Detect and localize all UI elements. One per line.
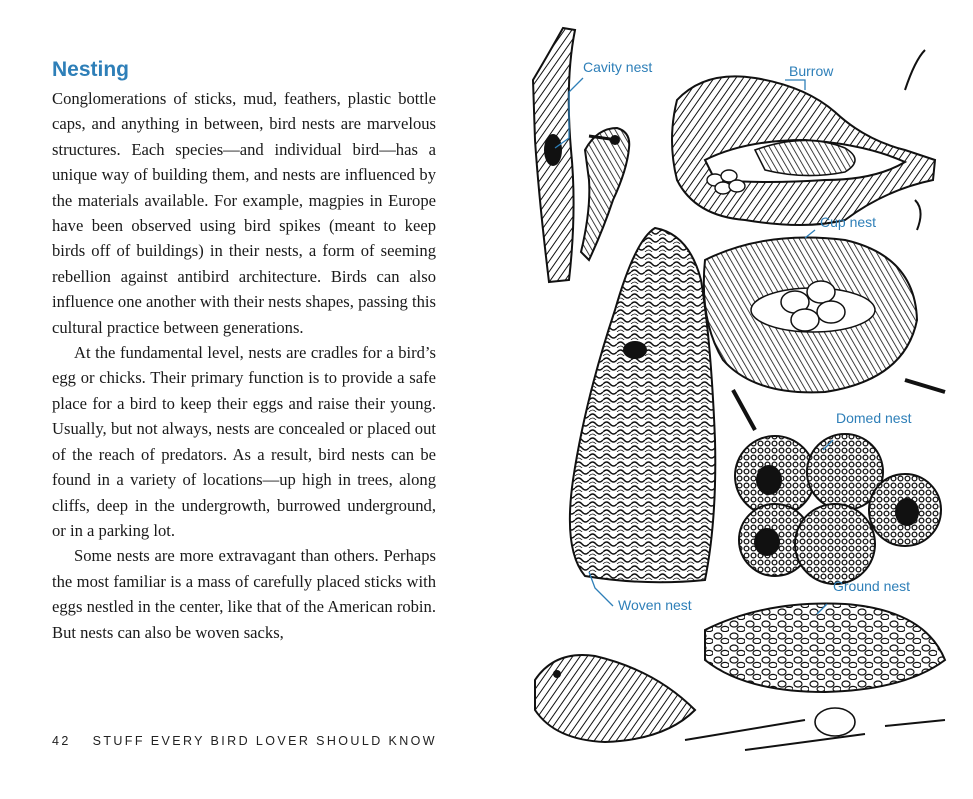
woven-nest-drawing	[570, 228, 715, 582]
label-cup-nest: Cup nest	[820, 214, 877, 230]
label-woven-nest: Woven nest	[618, 597, 692, 613]
label-cavity-nest: Cavity nest	[583, 59, 653, 75]
paragraph-1: Conglomerations of sticks, mud, feathers, plastic bottle caps, and anything in between, bird nests are marvelous structures. Each species—and individual bird—has a unique way of building them, and nests are influenced by the materials available. For example, magpies in Europe have been observed using bird spikes (meant to keep birds off of buildings) in their nests, a form of seeming rebellion against antibird architecture. Birds can also influence one another with their nests shapes, passing this cultural practice between generations.	[52, 89, 436, 337]
page-number: 42	[52, 734, 71, 748]
nest-types-illustration	[505, 20, 965, 780]
running-title: STUFF EVERY BIRD LOVER SHOULD KNOW	[92, 734, 437, 748]
label-ground-nest: Ground nest	[833, 578, 911, 594]
page-footer	[52, 734, 437, 748]
section-heading: Nesting	[52, 58, 130, 81]
domed-nest-drawing	[735, 434, 941, 584]
paragraph-3: Some nests are more extravagant than others. Perhaps the most familiar is a mass of carefully placed sticks with eggs nestled in the center, like that of the American robin. But nests can also be woven sacks,	[52, 546, 436, 642]
ground-nest-drawing	[535, 604, 945, 750]
paragraph-2: At the fundamental level, nests are cradles for a bird’s egg or chicks. Their primary function is to provide a safe place for a bird to keep their eggs and raise their young. Usually, but not always, nests are concealed or placed out of the reach of predators. As a result, bird nests can be found in a variety of locations—up high in trees, along cliffs, deep in the undergrowth, burrowed underground, or in a parking lot.	[52, 343, 436, 540]
label-domed-nest: Domed nest	[836, 410, 912, 426]
label-burrow: Burrow	[789, 63, 834, 79]
text-column	[52, 56, 436, 645]
cup-nest-drawing	[704, 238, 945, 431]
